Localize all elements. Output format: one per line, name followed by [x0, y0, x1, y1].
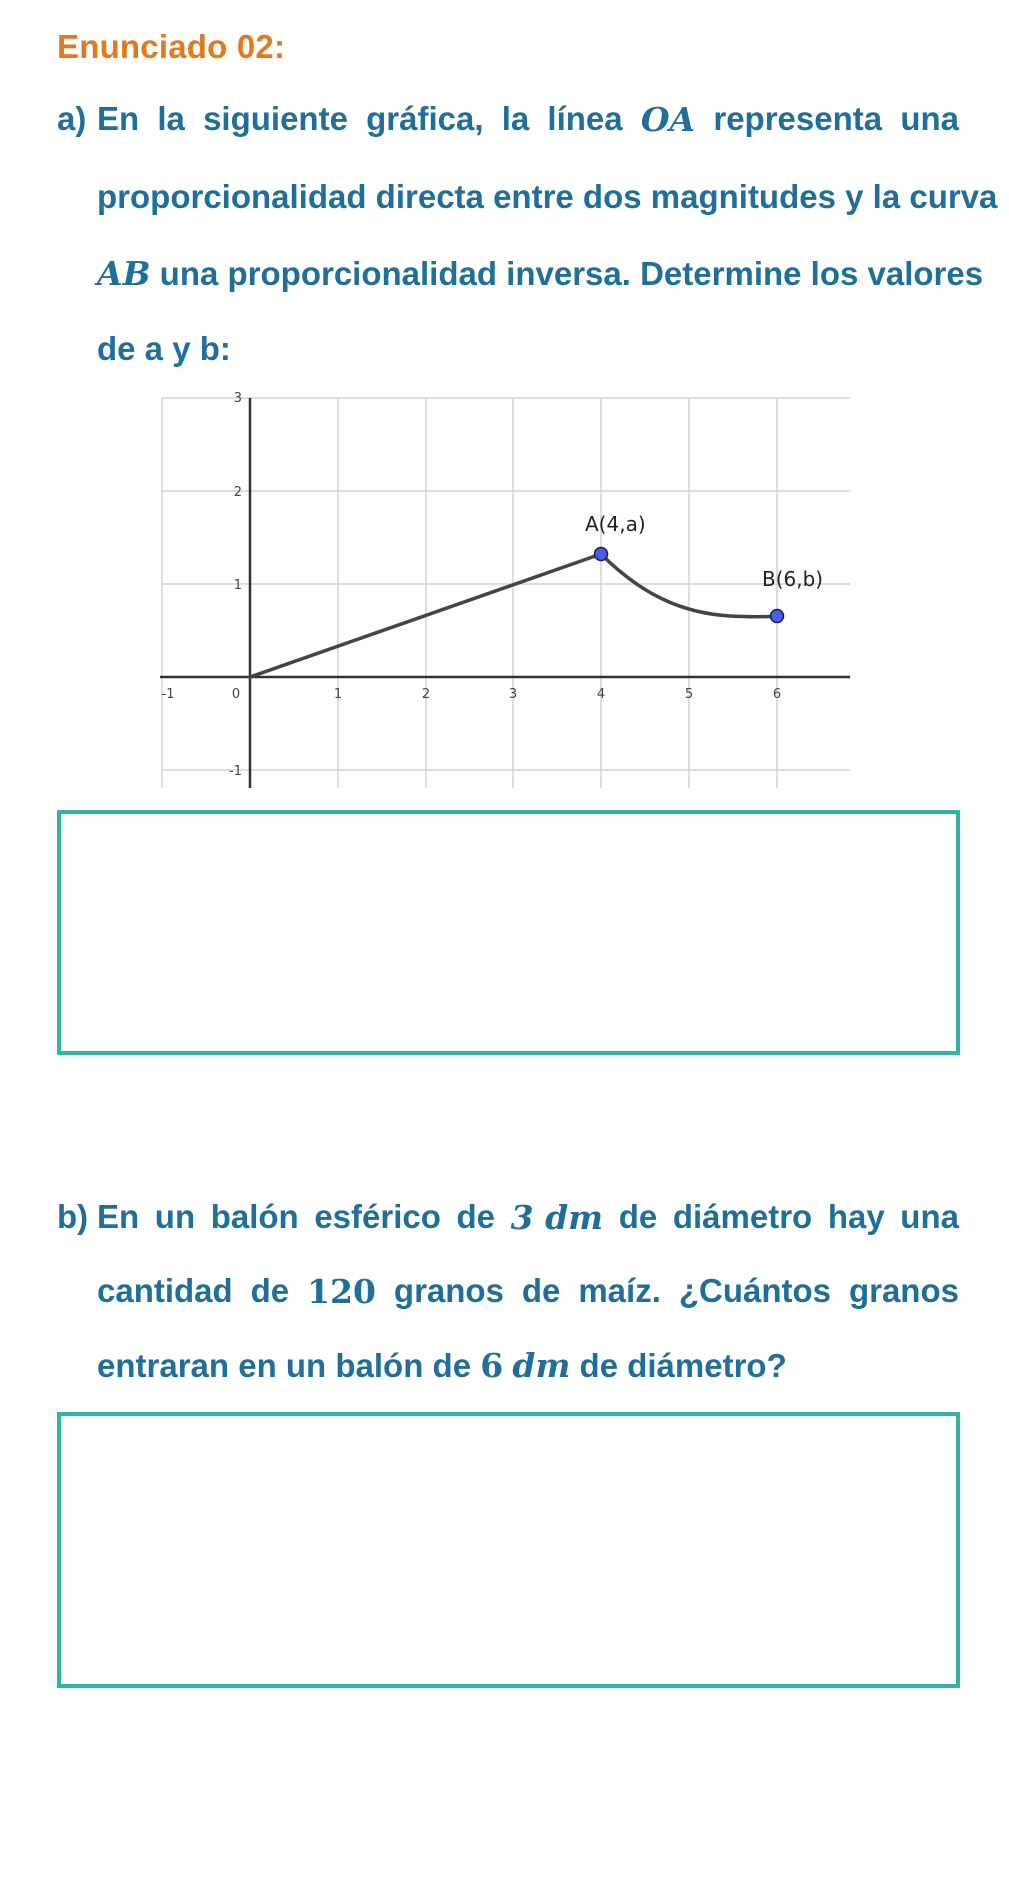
new-diameter: 6 — [480, 1346, 504, 1385]
part-b-line-1 — [97, 1198, 959, 1237]
line-text: una proporcionalidad inversa. Determine los valores — [150, 255, 984, 292]
word: En — [97, 100, 140, 137]
word: balón — [210, 1198, 299, 1235]
word: representa — [713, 100, 883, 137]
word: granos — [848, 1272, 959, 1309]
word: En — [97, 1198, 140, 1235]
word: línea — [547, 100, 623, 137]
part-a-label: a) — [57, 100, 87, 137]
grain-count: 120 — [307, 1272, 376, 1311]
line-text: entraran en un balón de — [97, 1347, 481, 1384]
x-tick-label: 4 — [596, 687, 606, 702]
x-tick-label: 5 — [684, 687, 694, 702]
word: diámetro — [672, 1198, 813, 1235]
x-tick-labels — [162, 687, 782, 702]
x-tick-label: 6 — [772, 687, 782, 702]
word: ¿Cuántos — [678, 1272, 831, 1309]
point-b-label: B(6,b) — [762, 567, 824, 591]
part-b-label: b) — [57, 1198, 89, 1235]
answer-box-a[interactable] — [57, 810, 960, 1055]
part-b-line-3 — [97, 1346, 959, 1385]
grid — [162, 398, 850, 788]
axes — [160, 398, 850, 788]
word: hay — [827, 1198, 885, 1235]
word: de — [521, 1272, 561, 1309]
x-tick-label: 0 — [231, 687, 241, 702]
part-a-line-1 — [97, 100, 959, 139]
word: granos — [393, 1272, 504, 1309]
segment-oa: OA — [640, 100, 696, 139]
word: una — [900, 100, 959, 137]
x-tick-label: 1 — [333, 687, 343, 702]
y-tick-label: 3 — [233, 391, 242, 406]
word: un — [154, 1198, 196, 1235]
word: de — [250, 1272, 290, 1309]
line-text: de diámetro? — [570, 1347, 787, 1384]
diameter-value: 3 dm — [510, 1198, 604, 1237]
part-a-line-4: de a y b: — [97, 330, 231, 367]
word: cantidad — [97, 1272, 233, 1309]
word: de — [618, 1198, 658, 1235]
part-a-line-2: proporcionalidad directa entre dos magnitudes y la curva — [97, 178, 998, 215]
y-tick-label: 1 — [233, 578, 242, 593]
x-tick-label: 3 — [508, 687, 518, 702]
x-tick-label: -1 — [161, 687, 175, 702]
exercise-title: Enunciado 02: — [57, 28, 286, 65]
point-a — [595, 548, 608, 561]
y-tick-label: 2 — [233, 485, 242, 500]
unit: dm — [512, 1346, 571, 1385]
point-b — [771, 610, 784, 623]
x-tick-label: 2 — [421, 687, 431, 702]
word: de — [456, 1198, 496, 1235]
word: siguiente — [203, 100, 348, 137]
part-b-line-2 — [97, 1272, 959, 1311]
word: la — [501, 100, 530, 137]
proportionality-graph — [150, 388, 860, 793]
word: maíz. — [578, 1272, 661, 1309]
curve-ab: AB — [97, 254, 151, 293]
answer-box-b[interactable] — [57, 1412, 960, 1688]
word: esférico — [314, 1198, 441, 1235]
y-tick-labels — [229, 391, 242, 779]
point-a-label: A(4,a) — [585, 512, 646, 536]
part-a-line-3 — [97, 254, 984, 293]
word: la — [157, 100, 185, 137]
y-tick-label: -1 — [229, 764, 242, 779]
word: gráfica, — [366, 100, 484, 137]
word: una — [900, 1198, 959, 1235]
